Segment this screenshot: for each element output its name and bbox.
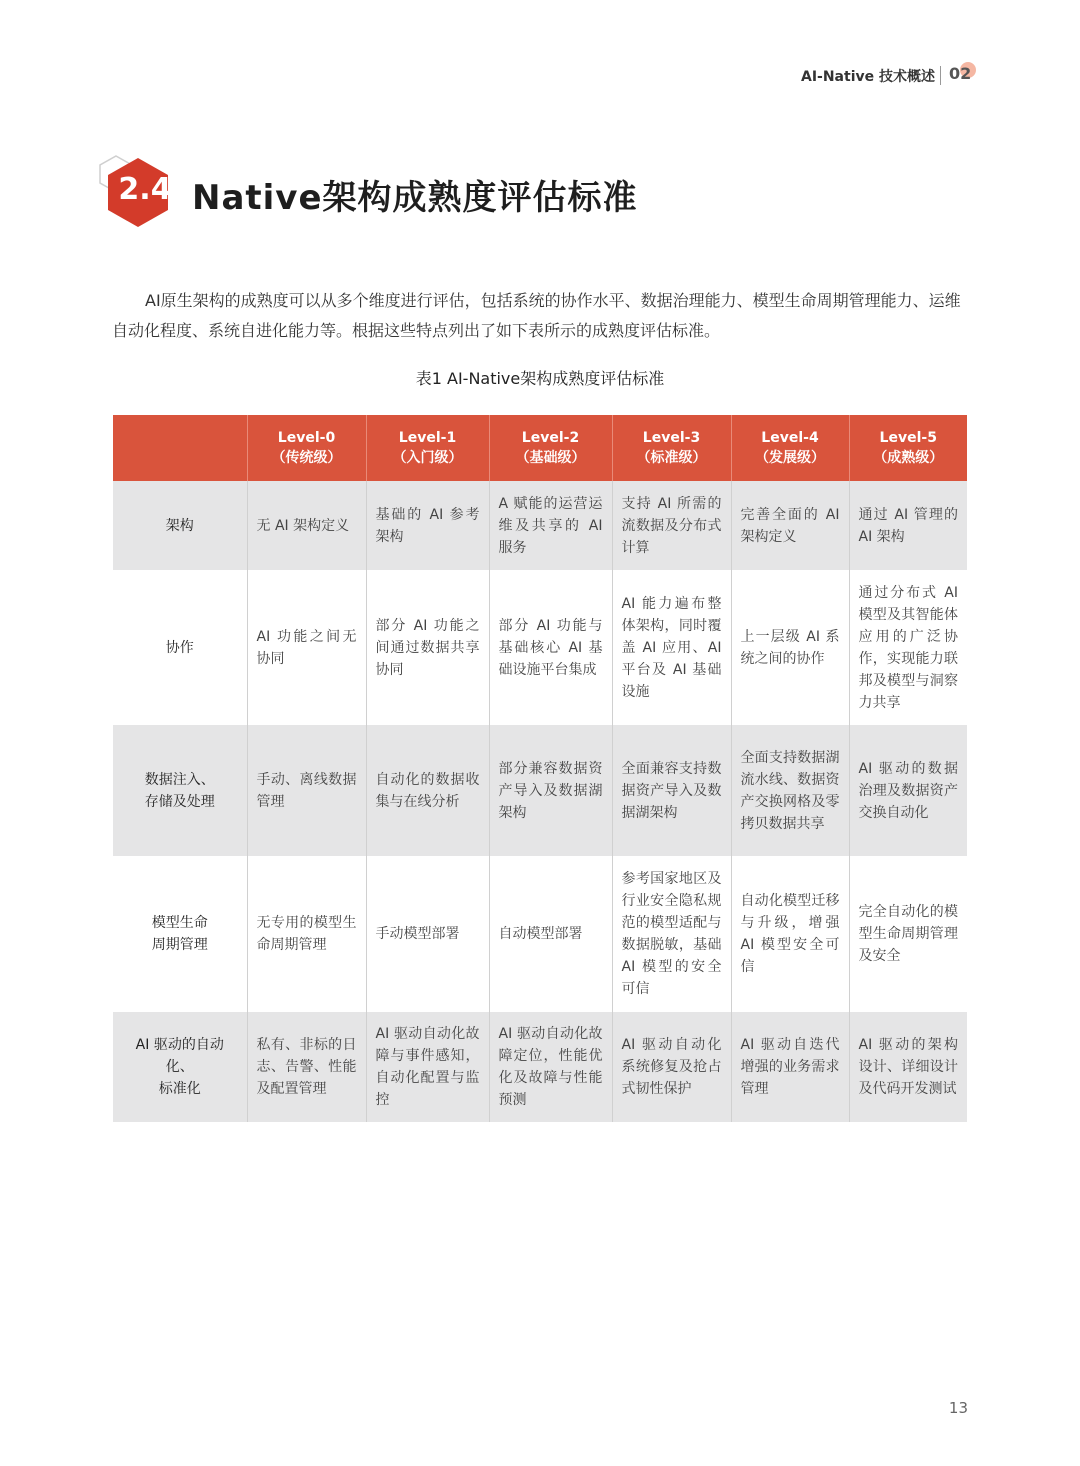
column-header: Level-2 （基础级） <box>489 415 612 481</box>
running-header-title: AI-Native 技术概述 <box>800 69 935 85</box>
column-header: Level-5 （成熟级） <box>849 415 967 481</box>
table-cell: 全面支持数据湖流水线、数据资产交换网格及零拷贝数据共享 <box>731 725 849 856</box>
table-cell: 通过分布式 AI 模型及其智能体应用的广泛协作，实现能力联邦及模型与洞察力共享 <box>849 570 967 725</box>
table-cell: 私有、非标的日志、告警、性能及配置管理 <box>247 1012 366 1122</box>
column-header: Level-4 （发展级） <box>731 415 849 481</box>
table-cell: 完善全面的 AI 架构定义 <box>731 481 849 570</box>
column-header: Level-1 （入门级） <box>366 415 489 481</box>
table-header-row <box>113 415 967 481</box>
chapter-number: 02 <box>949 64 972 83</box>
table-cell: 基础的 AI 参考架构 <box>366 481 489 570</box>
page-number: 13 <box>948 1399 968 1417</box>
table-cell: AI 能力遍布整体架构，同时覆盖 AI 应用、AI 平台及 AI 基础设施 <box>612 570 731 725</box>
section-number: 2.4 <box>118 172 172 207</box>
table-row <box>113 570 967 725</box>
table-cell: 部分 AI 功能与基础核心 AI 基础设施平台集成 <box>489 570 612 725</box>
column-header: Level-3 （标准级） <box>612 415 731 481</box>
column-header: Level-0 （传统级） <box>247 415 366 481</box>
table-cell: A 赋能的运营运维及共享的 AI 服务 <box>489 481 612 570</box>
table-caption: 表1 AI-Native架构成熟度评估标准 <box>415 369 665 388</box>
table-cell: 自动化模型迁移与升级，增强 AI 模型安全可信 <box>731 856 849 1012</box>
row-header: AI 驱动的自动化、 标准化 <box>113 1012 247 1122</box>
table-cell: 无 AI 架构定义 <box>247 481 366 570</box>
table-row <box>113 1012 967 1122</box>
table-cell: 全面兼容支持数据资产导入及数据湖架构 <box>612 725 731 856</box>
table-cell: AI 驱动自迭代增强的业务需求管理 <box>731 1012 849 1122</box>
row-header: 模型生命 周期管理 <box>113 856 247 1012</box>
table-cell: AI 驱动自动化故障与事件感知，自动化配置与监控 <box>366 1012 489 1122</box>
table-cell: 手动模型部署 <box>366 856 489 1012</box>
table-cell: AI 驱动的架构设计、详细设计及代码开发测试 <box>849 1012 967 1122</box>
table-cell: 部分兼容数据资产导入及数据湖架构 <box>489 725 612 856</box>
table-cell: 自动化的数据收集与在线分析 <box>366 725 489 856</box>
table-cell: 参考国家地区及行业安全隐私规范的模型适配与数据脱敏，基础 AI 模型的安全可信 <box>612 856 731 1012</box>
intro-paragraph: AI原生架构的成熟度可以从多个维度进行评估，包括系统的协作水平、数据治理能力、模型生命周期管理能力、运维自动化程度、系统自进化能力等。根据这些特点列出了如下表所示的成熟度评估标准。 <box>112 291 961 340</box>
table-row <box>113 725 967 856</box>
table-cell: AI 驱动自动化系统修复及抢占式韧性保护 <box>612 1012 731 1122</box>
table-cell: 自动模型部署 <box>489 856 612 1012</box>
row-header: 数据注入、 存储及处理 <box>113 725 247 856</box>
table-cell: 支持 AI 所需的流数据及分布式计算 <box>612 481 731 570</box>
table-cell: AI 功能之间无协同 <box>247 570 366 725</box>
header-corner <box>113 415 247 481</box>
table-row <box>113 481 967 570</box>
section-title: Native架构成熟度评估标准 <box>192 178 638 218</box>
table-cell: 通过 AI 管理的 AI 架构 <box>849 481 967 570</box>
row-header: 协作 <box>113 570 247 725</box>
table-row <box>113 856 967 1012</box>
table-cell: AI 驱动自动化故障定位，性能优化及故障与性能预测 <box>489 1012 612 1122</box>
table-cell: 手动、离线数据管理 <box>247 725 366 856</box>
table-cell: AI 驱动的数据治理及数据资产交换自动化 <box>849 725 967 856</box>
header-divider <box>940 66 941 85</box>
table-cell: 部分 AI 功能之间通过数据共享协同 <box>366 570 489 725</box>
table-cell: 无专用的模型生命周期管理 <box>247 856 366 1012</box>
table-cell: 完全自动化的模型生命周期管理及安全 <box>849 856 967 1012</box>
maturity-table <box>113 415 967 1122</box>
table-cell: 上一层级 AI 系统之间的协作 <box>731 570 849 725</box>
row-header: 架构 <box>113 481 247 570</box>
